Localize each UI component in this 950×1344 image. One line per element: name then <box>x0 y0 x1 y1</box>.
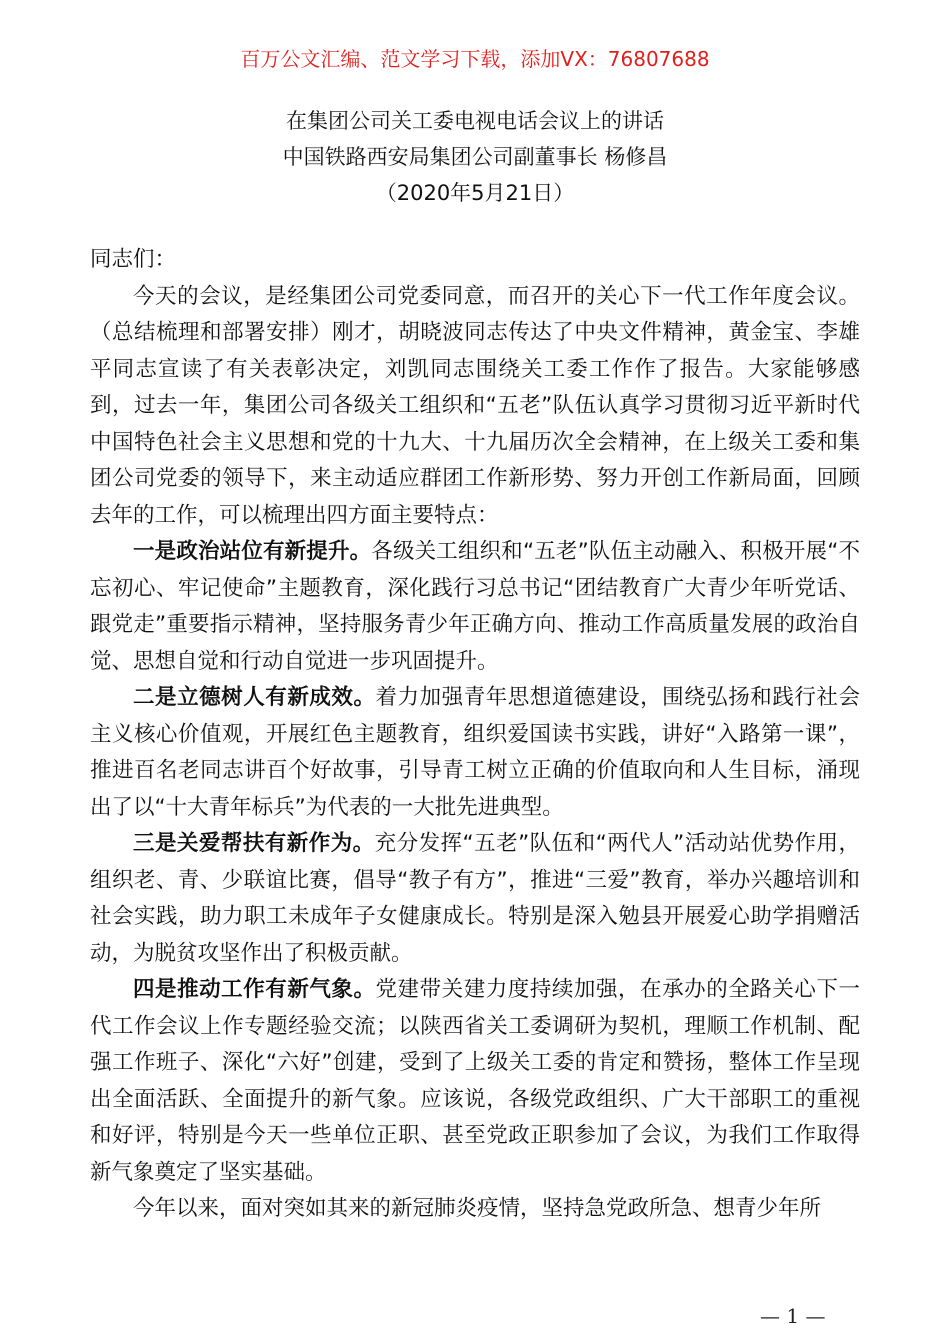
speech-date: （2020年5月21日） <box>375 181 575 205</box>
point-2-heading: 二是立德树人有新成效。 <box>133 685 376 710</box>
speaker-line: 中国铁路西安局集团公司副董事长 杨修昌 <box>282 145 668 169</box>
paragraph-intro: 今天的会议，是经集团公司党委同意，而召开的关心下一代工作年度会议。（总结梳理和部署安排）刚才，胡晓波同志传达了中央文件精神，黄金宝、李雄平同志宣读了有关表彰决定，刘凯同志围绕关工委工作作了报告。大家能够感到，过去一年，集团公司各级关工组织和“五老”队伍认真学习贯彻习近平新时代中国特色社会主义思想和党的十九大、十九届历次全会精神，在上级关工委和集团公司党委的领导下，来主动适应群团工作新形势、努力开创工作新局面，回顾去年的工作，可以梳理出四方面主要特点： <box>90 283 860 528</box>
point-3-text: 充分发挥“五老”队伍和“两代人”活动站优势作用，组织老、青、少联谊比赛，倡导“教子有方”，推进“三爱”教育，举办兴趣培训和社会实践，助力职工未成年子女健康成长。特别是深入勉县开展爱心助学捐赠活动，为脱贫攻坚作出了积极贡献。 <box>90 831 860 966</box>
point-2-text: 着力加强青年思想道德建设，围绕弘扬和践行社会主义核心价值观，开展红色主题教育，组织爱国读书实践，讲好“入路第一课”，推进百名老同志讲百个好故事，引导青工树立正确的价值取向和人生目标，涌现出了以“十大青年标兵”为代表的一大批先进典型。 <box>90 685 860 820</box>
speech-body <box>90 242 860 1228</box>
document-heading <box>0 103 950 211</box>
point-4-text: 党建带关建力度持续加强，在承办的全路关心下一代工作会议上作专题经验交流；以陕西省关工委调研为契机，理顺工作机制、配强工作班子、深化“六好”创建，受到了上级关工委的肯定和赞扬，整体工作呈现出全面活跃、全面提升的新气象。应该说，各级党政组织、广大干部职工的重视和好评，特别是今天一些单位正职、甚至党政正职参加了会议，为我们工作取得新气象奠定了坚实基础。 <box>90 977 860 1185</box>
page-number: — 1 — <box>760 1304 826 1328</box>
point-3-heading: 三是关爱帮扶有新作为。 <box>133 831 375 856</box>
paragraph-point-1 <box>90 534 860 680</box>
paragraph-point-3 <box>90 826 860 972</box>
paragraph-this-year: 今年以来，面对突如其来的新冠肺炎疫情，坚持急党政所急、想青少年所 <box>133 1196 822 1221</box>
point-4-heading: 四是推动工作有新气象。 <box>133 977 376 1002</box>
promo-banner: 百万公文汇编、范文学习下载，添加VX：76807688 <box>240 47 710 71</box>
point-1-heading: 一是政治站位有新提升。 <box>133 539 372 564</box>
paragraph-point-2 <box>90 680 860 826</box>
point-1-text: 各级关工组织和“五老”队伍主动融入、积极开展“不忘初心、牢记使命”主题教育，深化践行习总书记“团结教育广大青少年听党话、跟党走”重要指示精神，坚持服务青少年正确方向、推动工作高质量发展的政治自觉、思想自觉和行动自觉进一步巩固提升。 <box>90 539 860 674</box>
paragraph-point-4 <box>90 972 860 1191</box>
document-title: 在集团公司关工委电视电话会议上的讲话 <box>286 109 664 133</box>
salutation: 同志们： <box>90 247 177 272</box>
